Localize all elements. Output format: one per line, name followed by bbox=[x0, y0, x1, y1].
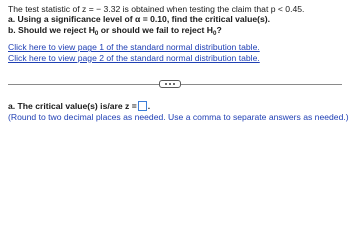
question-block bbox=[8, 4, 304, 63]
question-intro: The test statistic of z = − 3.32 is obtained when testing the claim that p < 0.45. bbox=[8, 4, 305, 14]
answer-block bbox=[8, 101, 349, 122]
answer-line bbox=[8, 101, 349, 112]
link-normal-table-page-1[interactable]: Click here to view page 1 of the standard normal distribution table. bbox=[8, 42, 260, 53]
question-part-b bbox=[8, 25, 304, 39]
ellipsis-icon[interactable] bbox=[159, 80, 181, 88]
table-links bbox=[8, 42, 304, 63]
answer-hint: (Round to two decimal places as needed. Use a comma to separate answers as needed.) bbox=[8, 111, 349, 122]
critical-value-input[interactable] bbox=[138, 101, 147, 111]
part-b-suffix: ? bbox=[216, 24, 222, 35]
answer-prompt: a. The critical value(s) is/are z = bbox=[8, 101, 137, 111]
dot bbox=[165, 83, 167, 85]
part-b-prefix: b. Should we reject H bbox=[8, 24, 95, 35]
part-b-middle: or should we fail to reject H bbox=[98, 24, 213, 35]
part-a-text: a. Using a significance level of α = 0.10, find the critical value(s). bbox=[8, 14, 270, 25]
section-divider bbox=[8, 80, 342, 90]
h0-subscript-2: 0 bbox=[212, 29, 217, 37]
question-part-a bbox=[8, 14, 304, 24]
answer-period: . bbox=[147, 101, 151, 111]
h0-subscript-1: 0 bbox=[94, 29, 99, 37]
dot bbox=[169, 83, 171, 85]
link-normal-table-page-2[interactable]: Click here to view page 2 of the standard normal distribution table. bbox=[8, 52, 260, 63]
dot bbox=[173, 83, 175, 85]
